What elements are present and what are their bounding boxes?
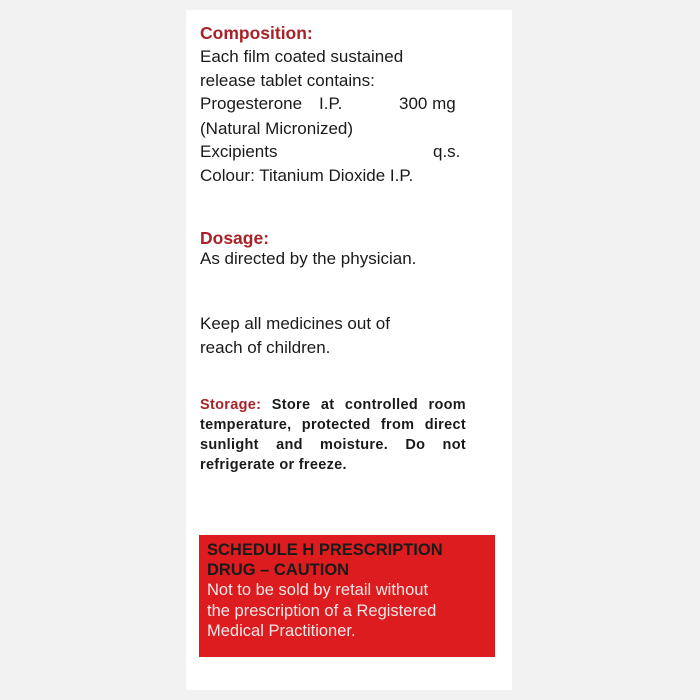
progesterone-name: Progesterone xyxy=(200,94,303,113)
progesterone-row xyxy=(200,94,456,114)
storage-text: Store at controlled room temperature, protected from direct sunlight and moisture. Do not refrigerate or freeze. xyxy=(200,397,466,473)
excipients-name: Excipients xyxy=(200,142,278,161)
caution-title-line-2: DRUG – CAUTION xyxy=(207,561,350,579)
caution-body-line-1: Not to be sold by retail without xyxy=(207,581,429,599)
progesterone-amount: 300 mg xyxy=(399,94,456,113)
storage-instructions xyxy=(200,395,466,475)
composition-heading: Composition: xyxy=(200,23,313,43)
natural-micronized: (Natural Micronized) xyxy=(200,119,354,138)
dosage-heading: Dosage: xyxy=(200,228,270,248)
composition-line-2: release tablet contains: xyxy=(200,71,375,90)
children-warning-line-1: Keep all medicines out of xyxy=(200,314,390,333)
dosage-text: As directed by the physician. xyxy=(200,249,417,268)
caution-body-line-3: Medical Practitioner. xyxy=(207,622,356,640)
caution-body-line-2: the prescription of a Registered xyxy=(207,601,437,620)
storage-label: Storage: xyxy=(200,397,262,413)
colour-line: Colour: Titanium Dioxide I.P. xyxy=(200,166,414,185)
composition-line-1: Each film coated sustained xyxy=(200,47,404,66)
schedule-h-caution-box xyxy=(199,535,495,657)
excipients-amount: q.s. xyxy=(433,142,461,161)
children-warning-line-2: reach of children. xyxy=(200,338,331,357)
caution-title-line-1: SCHEDULE H PRESCRIPTION xyxy=(207,541,443,559)
progesterone-grade: I.P. xyxy=(319,94,343,113)
excipients-row xyxy=(200,142,461,162)
